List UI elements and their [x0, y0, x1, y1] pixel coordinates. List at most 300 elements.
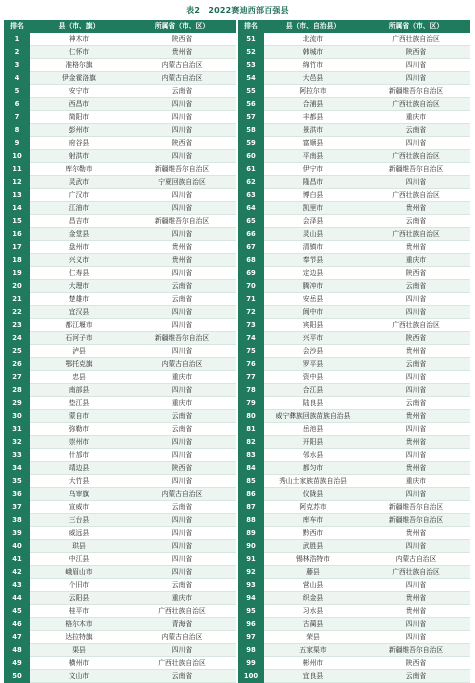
table-row: [4, 267, 236, 280]
province-cell: 陕西省: [362, 46, 470, 59]
rank-cell: 49: [4, 657, 30, 670]
province-cell: 重庆市: [362, 111, 470, 124]
rank-cell: 69: [238, 267, 264, 280]
county-cell: 峨眉山市: [30, 566, 128, 579]
table-row: [238, 33, 470, 46]
county-cell: 石河子市: [30, 332, 128, 345]
rank-cell: 19: [4, 267, 30, 280]
rank-cell: 37: [4, 501, 30, 514]
province-header: 所属省（市、区）: [362, 20, 470, 33]
rank-cell: 11: [4, 163, 30, 176]
rank-cell: 92: [238, 566, 264, 579]
county-cell: 广汉市: [30, 189, 128, 202]
province-cell: 重庆市: [128, 592, 236, 605]
rank-cell: 73: [238, 319, 264, 332]
province-cell: 内蒙古自治区: [128, 72, 236, 85]
province-cell: 广西壮族自治区: [362, 150, 470, 163]
province-cell: 广西壮族自治区: [362, 33, 470, 46]
table-row: [238, 241, 470, 254]
county-cell: 锡林浩特市: [264, 553, 362, 566]
province-cell: 四川省: [128, 449, 236, 462]
rank-cell: 60: [238, 150, 264, 163]
table-row: [238, 46, 470, 59]
rank-cell: 85: [238, 475, 264, 488]
table-row: [4, 332, 236, 345]
table-row: [4, 306, 236, 319]
province-cell: 贵州省: [362, 527, 470, 540]
county-cell: 崇州市: [30, 436, 128, 449]
rank-cell: 43: [4, 579, 30, 592]
table-row: [238, 605, 470, 618]
county-cell: 大邑县: [264, 72, 362, 85]
right-table-body: [238, 33, 470, 683]
table-row: [238, 553, 470, 566]
rank-cell: 68: [238, 254, 264, 267]
county-cell: 营山县: [264, 579, 362, 592]
rank-cell: 45: [4, 605, 30, 618]
table-row: [4, 215, 236, 228]
county-cell: 鄂托克旗: [30, 358, 128, 371]
table-row: [4, 592, 236, 605]
province-cell: 贵州省: [362, 436, 470, 449]
rank-cell: 63: [238, 189, 264, 202]
province-cell: 新疆维吾尔自治区: [362, 501, 470, 514]
table-row: [4, 176, 236, 189]
table-row: [4, 631, 236, 644]
table-row: [4, 163, 236, 176]
table-row: [238, 631, 470, 644]
rank-cell: 24: [4, 332, 30, 345]
rank-header: 排名: [4, 20, 30, 33]
county-cell: 大理市: [30, 280, 128, 293]
county-cell: 横州市: [30, 657, 128, 670]
table-row: [4, 410, 236, 423]
rank-cell: 89: [238, 527, 264, 540]
table-row: [4, 579, 236, 592]
province-cell: 云南省: [128, 85, 236, 98]
province-cell: 贵州省: [362, 410, 470, 423]
county-cell: 韩城市: [264, 46, 362, 59]
province-cell: 四川省: [362, 384, 470, 397]
province-cell: 贵州省: [362, 345, 470, 358]
rank-cell: 74: [238, 332, 264, 345]
table-row: [238, 566, 470, 579]
province-cell: 四川省: [362, 423, 470, 436]
table-row: [238, 319, 470, 332]
table-row: [4, 202, 236, 215]
table-row: [4, 293, 236, 306]
table-caption: 表2 2022赛迪西部百强县: [186, 6, 289, 15]
province-cell: 四川省: [362, 293, 470, 306]
table-row: [238, 670, 470, 683]
table-row: [4, 72, 236, 85]
rank-cell: 54: [238, 72, 264, 85]
county-cell: 三台县: [30, 514, 128, 527]
province-cell: 贵州省: [128, 46, 236, 59]
county-cell: 习水县: [264, 605, 362, 618]
county-cell: 什邡市: [30, 449, 128, 462]
province-cell: 四川省: [128, 475, 236, 488]
province-cell: 四川省: [362, 137, 470, 150]
rank-cell: 32: [4, 436, 30, 449]
ranking-table-right: [238, 20, 470, 683]
county-cell: 云阳县: [30, 592, 128, 605]
table-row: [4, 98, 236, 111]
rank-cell: 50: [4, 670, 30, 683]
rank-cell: 9: [4, 137, 30, 150]
rank-cell: 88: [238, 514, 264, 527]
table-row: [238, 527, 470, 540]
county-cell: 阆中市: [264, 306, 362, 319]
county-cell: 仁怀市: [30, 46, 128, 59]
county-cell: 古蔺县: [264, 618, 362, 631]
table-row: [4, 241, 236, 254]
province-cell: 内蒙古自治区: [362, 553, 470, 566]
province-cell: 四川省: [128, 319, 236, 332]
rank-cell: 36: [4, 488, 30, 501]
county-cell: 仁寿县: [30, 267, 128, 280]
county-cell: 金堂县: [30, 228, 128, 241]
province-cell: 四川省: [128, 384, 236, 397]
rank-cell: 10: [4, 150, 30, 163]
rank-cell: 90: [238, 540, 264, 553]
ranking-table-left: [4, 20, 236, 683]
county-cell: 兴义市: [30, 254, 128, 267]
table-row: [238, 423, 470, 436]
county-cell: 凯里市: [264, 202, 362, 215]
table-row: [238, 176, 470, 189]
table-row: [238, 358, 470, 371]
county-cell: 仪陇县: [264, 488, 362, 501]
province-header: 所属省（市、区）: [128, 20, 236, 33]
table-row: [4, 384, 236, 397]
rank-cell: 82: [238, 436, 264, 449]
province-cell: 四川省: [362, 631, 470, 644]
county-cell: 库尔勒市: [30, 163, 128, 176]
header-row: [238, 20, 470, 33]
province-cell: 四川省: [128, 267, 236, 280]
rank-cell: 71: [238, 293, 264, 306]
table-row: [238, 462, 470, 475]
county-header: 县（市、旗）: [30, 20, 128, 33]
county-cell: 射洪市: [30, 150, 128, 163]
county-cell: 定边县: [264, 267, 362, 280]
table-row: [4, 150, 236, 163]
county-cell: 安宁市: [30, 85, 128, 98]
county-cell: 灵武市: [30, 176, 128, 189]
province-cell: 广西壮族自治区: [362, 228, 470, 241]
province-cell: 四川省: [362, 371, 470, 384]
county-cell: 泸县: [30, 345, 128, 358]
county-cell: 腾冲市: [264, 280, 362, 293]
county-cell: 武胜县: [264, 540, 362, 553]
table-row: [238, 475, 470, 488]
rank-cell: 57: [238, 111, 264, 124]
province-cell: 四川省: [362, 306, 470, 319]
province-cell: 四川省: [128, 514, 236, 527]
rank-cell: 55: [238, 85, 264, 98]
table-row: [4, 475, 236, 488]
rank-cell: 77: [238, 371, 264, 384]
table-row: [238, 163, 470, 176]
rank-cell: 16: [4, 228, 30, 241]
county-cell: 乌审旗: [30, 488, 128, 501]
county-cell: 开阳县: [264, 436, 362, 449]
rank-cell: 65: [238, 215, 264, 228]
rank-cell: 75: [238, 345, 264, 358]
rank-cell: 80: [238, 410, 264, 423]
province-cell: 云南省: [128, 280, 236, 293]
table-row: [238, 254, 470, 267]
table-row: [238, 228, 470, 241]
rank-cell: 25: [4, 345, 30, 358]
province-cell: 四川省: [128, 98, 236, 111]
rank-cell: 59: [238, 137, 264, 150]
rank-cell: 27: [4, 371, 30, 384]
province-cell: 内蒙古自治区: [128, 358, 236, 371]
rank-cell: 84: [238, 462, 264, 475]
table-row: [4, 462, 236, 475]
province-cell: 云南省: [362, 215, 470, 228]
rank-cell: 94: [238, 592, 264, 605]
table-row: [238, 540, 470, 553]
rank-cell: 15: [4, 215, 30, 228]
province-cell: 四川省: [128, 527, 236, 540]
province-cell: 广西壮族自治区: [362, 566, 470, 579]
county-cell: 神木市: [30, 33, 128, 46]
table-row: [4, 137, 236, 150]
province-cell: 陕西省: [362, 332, 470, 345]
table-row: [4, 436, 236, 449]
province-cell: 贵州省: [362, 202, 470, 215]
table-row: [4, 423, 236, 436]
rank-cell: 4: [4, 72, 30, 85]
rank-cell: 98: [238, 644, 264, 657]
table-row: [238, 657, 470, 670]
county-cell: 岳池县: [264, 423, 362, 436]
province-cell: 广西壮族自治区: [362, 98, 470, 111]
province-cell: 重庆市: [362, 475, 470, 488]
rank-cell: 31: [4, 423, 30, 436]
rank-cell: 96: [238, 618, 264, 631]
table-row: [238, 592, 470, 605]
county-cell: 西昌市: [30, 98, 128, 111]
province-cell: 云南省: [362, 280, 470, 293]
province-cell: 新疆维吾尔自治区: [128, 215, 236, 228]
province-cell: 广西壮族自治区: [362, 319, 470, 332]
table-row: [238, 449, 470, 462]
rank-cell: 87: [238, 501, 264, 514]
rank-cell: 72: [238, 306, 264, 319]
province-cell: 云南省: [362, 670, 470, 683]
table-row: [4, 540, 236, 553]
county-cell: 博白县: [264, 189, 362, 202]
rank-cell: 41: [4, 553, 30, 566]
rank-cell: 79: [238, 397, 264, 410]
rank-cell: 48: [4, 644, 30, 657]
rank-cell: 5: [4, 85, 30, 98]
county-cell: 荣县: [264, 631, 362, 644]
county-cell: 忠县: [30, 371, 128, 384]
rank-cell: 86: [238, 488, 264, 501]
table-row: [238, 280, 470, 293]
province-cell: 宁夏回族自治区: [128, 176, 236, 189]
table-row: [4, 124, 236, 137]
table-row: [238, 215, 470, 228]
province-cell: 四川省: [128, 124, 236, 137]
county-cell: 楚雄市: [30, 293, 128, 306]
county-cell: 阿克苏市: [264, 501, 362, 514]
rank-cell: 91: [238, 553, 264, 566]
rank-cell: 26: [4, 358, 30, 371]
province-cell: 云南省: [128, 670, 236, 683]
county-cell: 蒙自市: [30, 410, 128, 423]
rank-cell: 35: [4, 475, 30, 488]
table-row: [4, 280, 236, 293]
county-cell: 景洪市: [264, 124, 362, 137]
province-cell: 陕西省: [362, 267, 470, 280]
county-cell: 织金县: [264, 592, 362, 605]
table-row: [238, 267, 470, 280]
county-cell: 丰都县: [264, 111, 362, 124]
county-cell: 江油市: [30, 202, 128, 215]
province-cell: 陕西省: [128, 462, 236, 475]
table-row: [238, 371, 470, 384]
rank-cell: 81: [238, 423, 264, 436]
county-cell: 珙县: [30, 540, 128, 553]
rank-cell: 51: [238, 33, 264, 46]
province-cell: 四川省: [128, 540, 236, 553]
rank-cell: 29: [4, 397, 30, 410]
rank-cell: 100: [238, 670, 264, 683]
county-cell: 隆昌市: [264, 176, 362, 189]
county-cell: 会泽县: [264, 215, 362, 228]
county-cell: 准格尔旗: [30, 59, 128, 72]
county-cell: 秀山土家族苗族自治县: [264, 475, 362, 488]
province-cell: 四川省: [362, 488, 470, 501]
province-cell: 四川省: [128, 202, 236, 215]
province-cell: 广西壮族自治区: [362, 189, 470, 202]
table-row: [4, 46, 236, 59]
county-header: 县（市、自治县）: [264, 20, 362, 33]
county-cell: 宜汉县: [30, 306, 128, 319]
province-cell: 四川省: [362, 59, 470, 72]
province-cell: 贵州省: [128, 241, 236, 254]
province-cell: 四川省: [362, 618, 470, 631]
table-row: [238, 150, 470, 163]
county-cell: 都江堰市: [30, 319, 128, 332]
county-cell: 简阳市: [30, 111, 128, 124]
table-row: [238, 293, 470, 306]
province-cell: 陕西省: [128, 137, 236, 150]
tables-container: [4, 20, 471, 683]
county-cell: 彭州市: [30, 124, 128, 137]
rank-cell: 1: [4, 33, 30, 46]
rank-cell: 76: [238, 358, 264, 371]
province-cell: 云南省: [128, 293, 236, 306]
county-cell: 灵山县: [264, 228, 362, 241]
table-row: [238, 436, 470, 449]
table-row: [4, 488, 236, 501]
county-cell: 大竹县: [30, 475, 128, 488]
county-cell: 宜良县: [264, 670, 362, 683]
rank-cell: 83: [238, 449, 264, 462]
table-row: [238, 306, 470, 319]
rank-cell: 17: [4, 241, 30, 254]
county-cell: 中江县: [30, 553, 128, 566]
province-cell: 新疆维吾尔自治区: [128, 163, 236, 176]
county-cell: 罗平县: [264, 358, 362, 371]
county-cell: 伊宁市: [264, 163, 362, 176]
county-cell: 文山市: [30, 670, 128, 683]
table-row: [238, 579, 470, 592]
province-cell: 内蒙古自治区: [128, 488, 236, 501]
province-cell: 贵州省: [362, 605, 470, 618]
table-row: [238, 618, 470, 631]
province-cell: 云南省: [128, 501, 236, 514]
province-cell: 四川省: [128, 111, 236, 124]
rank-cell: 66: [238, 228, 264, 241]
province-cell: 重庆市: [128, 371, 236, 384]
rank-cell: 99: [238, 657, 264, 670]
province-cell: 陕西省: [128, 33, 236, 46]
province-cell: 新疆维吾尔自治区: [362, 644, 470, 657]
rank-cell: 7: [4, 111, 30, 124]
table-row: [238, 72, 470, 85]
table-row: [4, 670, 236, 683]
rank-cell: 95: [238, 605, 264, 618]
table-row: [4, 397, 236, 410]
left-table-body: [4, 33, 236, 683]
county-cell: 陆良县: [264, 397, 362, 410]
county-cell: 会沙县: [264, 345, 362, 358]
county-cell: 五家渠市: [264, 644, 362, 657]
rank-cell: 38: [4, 514, 30, 527]
rank-cell: 67: [238, 241, 264, 254]
province-cell: 四川省: [128, 306, 236, 319]
rank-cell: 64: [238, 202, 264, 215]
county-cell: 彬州市: [264, 657, 362, 670]
county-cell: 奉节县: [264, 254, 362, 267]
table-row: [4, 514, 236, 527]
table-row: [4, 228, 236, 241]
rank-cell: 97: [238, 631, 264, 644]
county-cell: 渠县: [30, 644, 128, 657]
table-row: [4, 358, 236, 371]
province-cell: 内蒙古自治区: [128, 631, 236, 644]
table-row: [238, 384, 470, 397]
rank-cell: 61: [238, 163, 264, 176]
rank-cell: 53: [238, 59, 264, 72]
county-cell: 府谷县: [30, 137, 128, 150]
province-cell: 新疆维吾尔自治区: [362, 514, 470, 527]
rank-cell: 13: [4, 189, 30, 202]
table-row: [238, 124, 470, 137]
table-row: [238, 501, 470, 514]
rank-cell: 3: [4, 59, 30, 72]
rank-cell: 78: [238, 384, 264, 397]
province-cell: 云南省: [128, 410, 236, 423]
county-cell: 格尔木市: [30, 618, 128, 631]
table-row: [4, 618, 236, 631]
rank-cell: 28: [4, 384, 30, 397]
table-row: [4, 605, 236, 618]
table-row: [4, 553, 236, 566]
province-cell: 四川省: [128, 150, 236, 163]
county-cell: 合江县: [264, 384, 362, 397]
province-cell: 四川省: [128, 345, 236, 358]
table-row: [238, 397, 470, 410]
